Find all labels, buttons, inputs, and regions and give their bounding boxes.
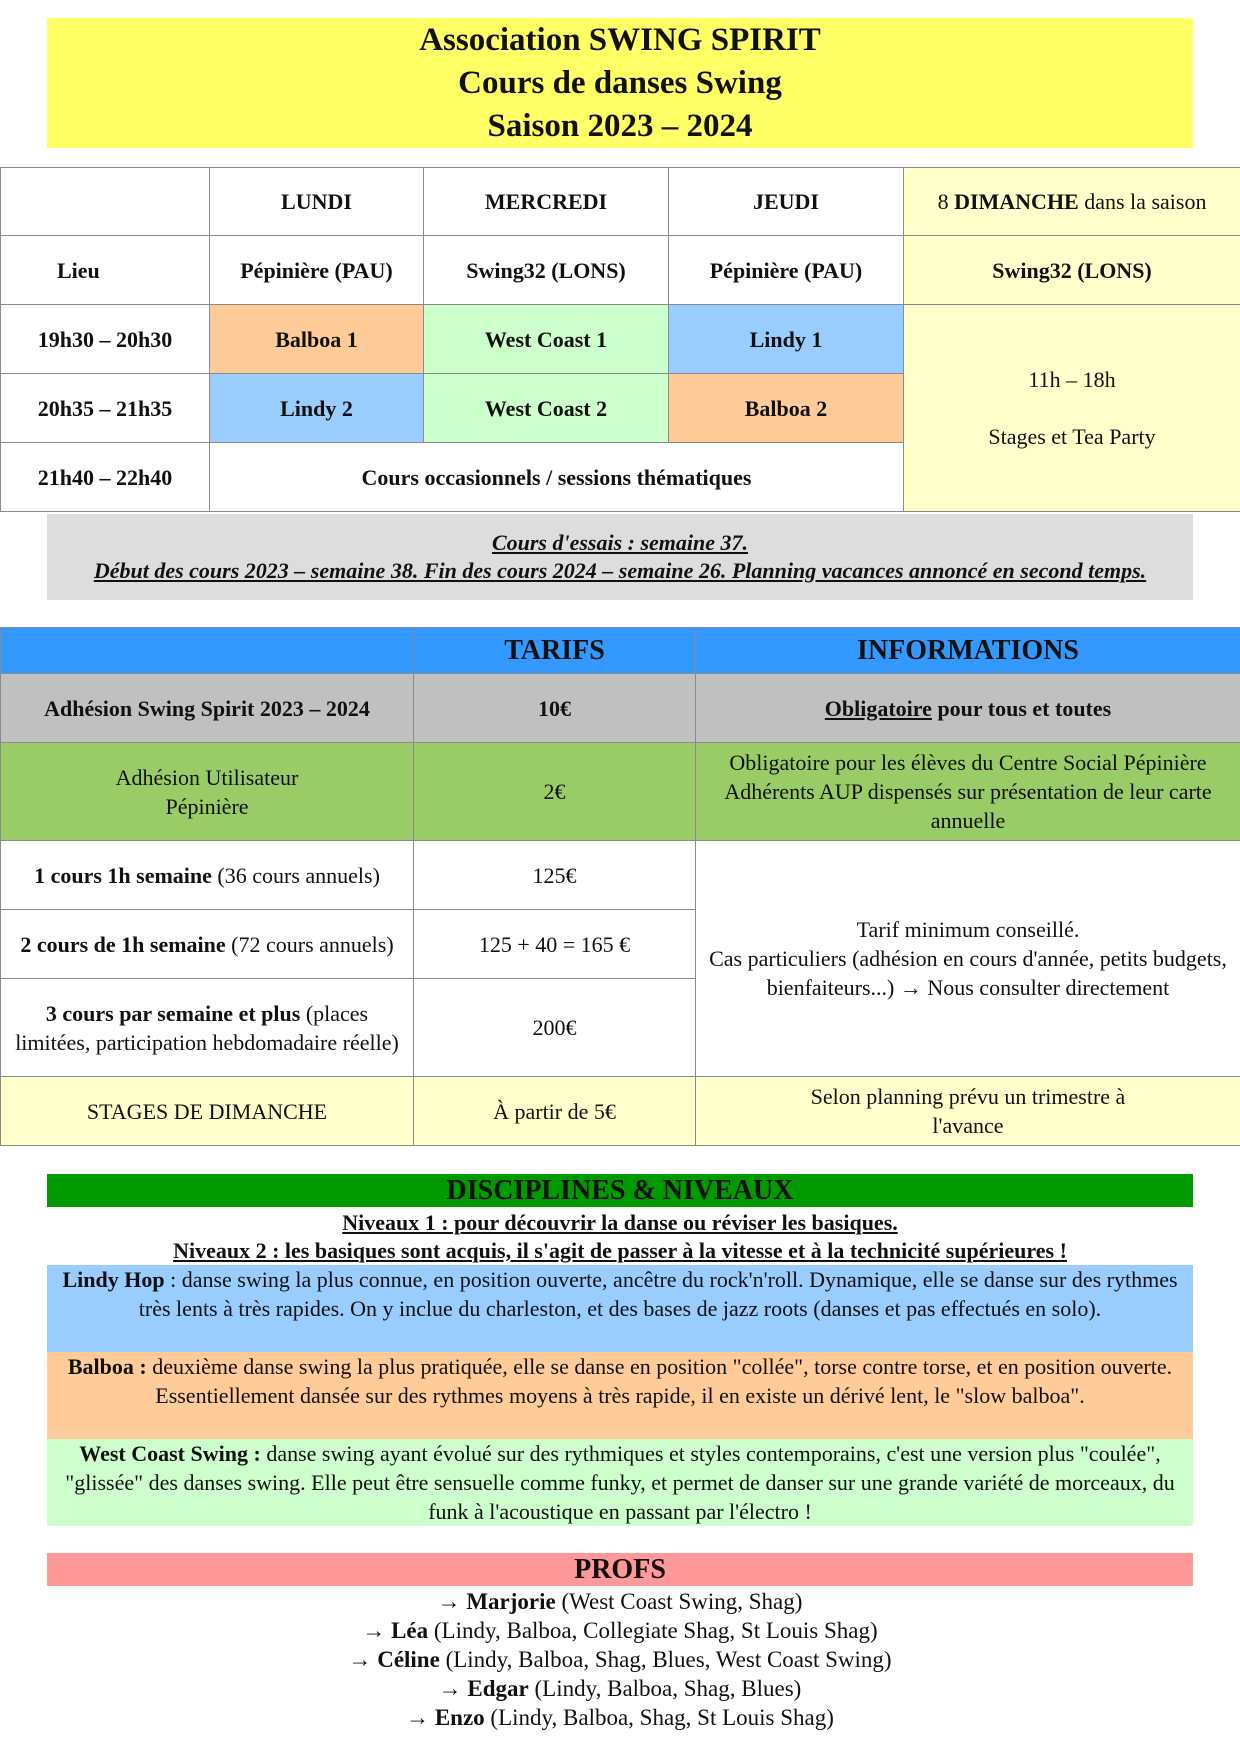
special-cases-note: Cas particuliers (adhésion en cours d'année, petits budgets, bienfaiteurs...) → Nous consulter directement bbox=[709, 946, 1227, 1000]
tarifs-header: TARIFS bbox=[414, 628, 696, 674]
arrow-icon: → bbox=[362, 1618, 392, 1643]
discipline-description: deuxième danse swing la plus pratiquée, elle se danse en position "collée", torse contre torse, et en position ouverte. Essentiellement dansée sur des rythmes moyens à très rapide, il en existe un dérivé lent, le "slow balboa". bbox=[146, 1354, 1173, 1408]
prof-name: Léa bbox=[391, 1618, 429, 1643]
discipline-description: danse swing ayant évolué sur des rythmiques et styles contemporains, c'est une version plus "coulée", "glissée" des danses swing. Elle peut être sensuelle comme funky, et permet de danser sur une grande variété de morceaux, du funk à l'acoustique en passant par l'électro ! bbox=[65, 1441, 1175, 1524]
discipline-name: Lindy Hop bbox=[62, 1267, 165, 1292]
tarifs-table bbox=[0, 627, 1240, 1146]
tarif-shared-info bbox=[696, 841, 1240, 1077]
prof-name: Enzo bbox=[434, 1705, 485, 1730]
course-cell: Balboa 2 bbox=[669, 374, 904, 443]
time-slot-2: 20h35 – 21h35 bbox=[1, 374, 210, 443]
prof-item bbox=[47, 1616, 1193, 1645]
course-cell: Balboa 1 bbox=[210, 305, 424, 374]
association-name: Association SWING SPIRIT bbox=[419, 21, 821, 58]
course-cell: Lindy 1 bbox=[669, 305, 904, 374]
place-wednesday: Swing32 (LONS) bbox=[424, 236, 669, 305]
day-sunday bbox=[904, 168, 1240, 236]
tarif-price: À partir de 5€ bbox=[414, 1077, 696, 1146]
day-wednesday: MERCREDI bbox=[424, 168, 669, 236]
tarif-info: Selon planning prévu un trimestre à l'avance bbox=[696, 1077, 1240, 1146]
tarif-price: 125 + 40 = 165 € bbox=[414, 910, 696, 979]
arrow-icon: → bbox=[406, 1705, 435, 1730]
prof-name: Céline bbox=[377, 1647, 440, 1672]
tarif-label-detail: (places limitées, participation hebdomadaire réelle) bbox=[15, 1000, 399, 1055]
profs-header: PROFS bbox=[47, 1553, 1193, 1586]
time-slot-1: 19h30 – 20h30 bbox=[1, 305, 210, 374]
discipline-balboa bbox=[47, 1352, 1193, 1439]
day-monday: LUNDI bbox=[210, 168, 424, 236]
tarif-label bbox=[1, 841, 414, 910]
minimum-rate-note: Tarif minimum conseillé. bbox=[856, 917, 1080, 942]
schedule-note bbox=[47, 514, 1193, 600]
discipline-description: : danse swing la plus connue, en position ouverte, ancêtre du rock'n'roll. Dynamique, elle se danse sur des rythmes très lents à très rapides. On y inclue du charleston, et des bases de jazz roots (danses et pas effectués en solo). bbox=[138, 1267, 1178, 1321]
day-thursday: JEUDI bbox=[669, 168, 904, 236]
course-dates-note: Début des cours 2023 – semaine 38. Fin des cours 2024 – semaine 26. Planning vacances annoncé en second temps. bbox=[93, 558, 1147, 583]
prof-item bbox=[47, 1587, 1193, 1616]
occasional-courses: Cours occasionnels / sessions thématiques bbox=[210, 443, 904, 512]
tarif-label-bold: 3 cours par semaine et plus bbox=[45, 1000, 301, 1026]
prof-item bbox=[47, 1703, 1193, 1732]
prof-item bbox=[47, 1674, 1193, 1703]
arrow-icon: → bbox=[438, 1676, 468, 1701]
title-banner bbox=[47, 18, 1193, 148]
sunday-label: DIMANCHE bbox=[954, 189, 1079, 214]
place-sunday: Swing32 (LONS) bbox=[904, 236, 1240, 305]
lieu-label: Lieu bbox=[1, 236, 210, 305]
trial-week-note: Cours d'essais : semaine 37. bbox=[491, 530, 749, 555]
tarif-label: Adhésion Swing Spirit 2023 – 2024 bbox=[1, 674, 414, 743]
tarif-price: 2€ bbox=[414, 743, 696, 841]
arrow-icon: → bbox=[348, 1647, 378, 1672]
prof-item bbox=[47, 1645, 1193, 1674]
discipline-lindy-hop bbox=[47, 1265, 1193, 1352]
level-1-description: Niveaux 1 : pour découvrir la danse ou réviser les basiques. bbox=[342, 1210, 898, 1235]
season-title: Saison 2023 – 2024 bbox=[487, 107, 753, 144]
prof-styles: (Lindy, Balboa, Collegiate Shag, St Louis Shag) bbox=[428, 1618, 878, 1643]
informations-header: INFORMATIONS bbox=[696, 628, 1240, 674]
mandatory-text: pour tous et toutes bbox=[931, 695, 1112, 721]
prof-styles: (Lindy, Balboa, Shag, Blues, West Coast Swing) bbox=[439, 1647, 892, 1672]
mandatory-label: Obligatoire bbox=[824, 695, 932, 721]
discipline-west-coast-swing bbox=[47, 1439, 1193, 1526]
tarif-label-detail: (72 cours annuels) bbox=[225, 931, 394, 957]
course-cell: Lindy 2 bbox=[210, 374, 424, 443]
tarif-price: 10€ bbox=[414, 674, 696, 743]
course-cell: West Coast 2 bbox=[424, 374, 669, 443]
sunday-time: 11h – 18h bbox=[1028, 367, 1116, 392]
prof-name: Edgar bbox=[467, 1676, 529, 1701]
tarif-label: Adhésion Utilisateur Pépinière bbox=[1, 743, 414, 841]
tarifs-corner bbox=[1, 628, 414, 674]
time-slot-3: 21h40 – 22h40 bbox=[1, 443, 210, 512]
discipline-name: Balboa : bbox=[67, 1354, 147, 1379]
tarif-info bbox=[696, 674, 1240, 743]
tarif-info: Obligatoire pour les élèves du Centre Social Pépinière Adhérents AUP dispensés sur présentation de leur carte annuelle bbox=[696, 743, 1240, 841]
sunday-description: Stages et Tea Party bbox=[988, 424, 1156, 449]
prof-styles: (Lindy, Balboa, Shag, Blues) bbox=[528, 1676, 802, 1701]
place-thursday: Pépinière (PAU) bbox=[669, 236, 904, 305]
schedule-corner bbox=[1, 168, 210, 236]
prof-styles: (Lindy, Balboa, Shag, St Louis Shag) bbox=[484, 1705, 834, 1730]
tarif-label-detail: (36 cours annuels) bbox=[211, 862, 380, 888]
tarif-label-bold: 1 cours 1h semaine bbox=[34, 862, 212, 888]
prof-styles: (West Coast Swing, Shag) bbox=[555, 1589, 803, 1614]
sunday-count: 8 bbox=[937, 189, 955, 214]
tarif-label bbox=[1, 910, 414, 979]
schedule-table bbox=[0, 167, 1240, 512]
prof-name: Marjorie bbox=[466, 1589, 556, 1614]
level-2-description: Niveaux 2 : les basiques sont acquis, il s'agit de passer à la vitesse et à la technicité supérieures ! bbox=[173, 1238, 1067, 1263]
disciplines-header: DISCIPLINES & NIVEAUX bbox=[47, 1174, 1193, 1207]
place-monday: Pépinière (PAU) bbox=[210, 236, 424, 305]
course-title: Cours de danses Swing bbox=[458, 64, 782, 101]
tarif-price: 125€ bbox=[414, 841, 696, 910]
tarif-label: STAGES DE DIMANCHE bbox=[1, 1077, 414, 1146]
course-cell: West Coast 1 bbox=[424, 305, 669, 374]
tarif-price: 200€ bbox=[414, 979, 696, 1077]
sunday-info bbox=[904, 305, 1240, 512]
tarif-label bbox=[1, 979, 414, 1077]
sunday-suffix: dans la saison bbox=[1078, 189, 1207, 214]
discipline-name: West Coast Swing : bbox=[79, 1441, 261, 1466]
arrow-icon: → bbox=[437, 1589, 467, 1614]
tarif-label-bold: 2 cours de 1h semaine bbox=[20, 931, 226, 957]
